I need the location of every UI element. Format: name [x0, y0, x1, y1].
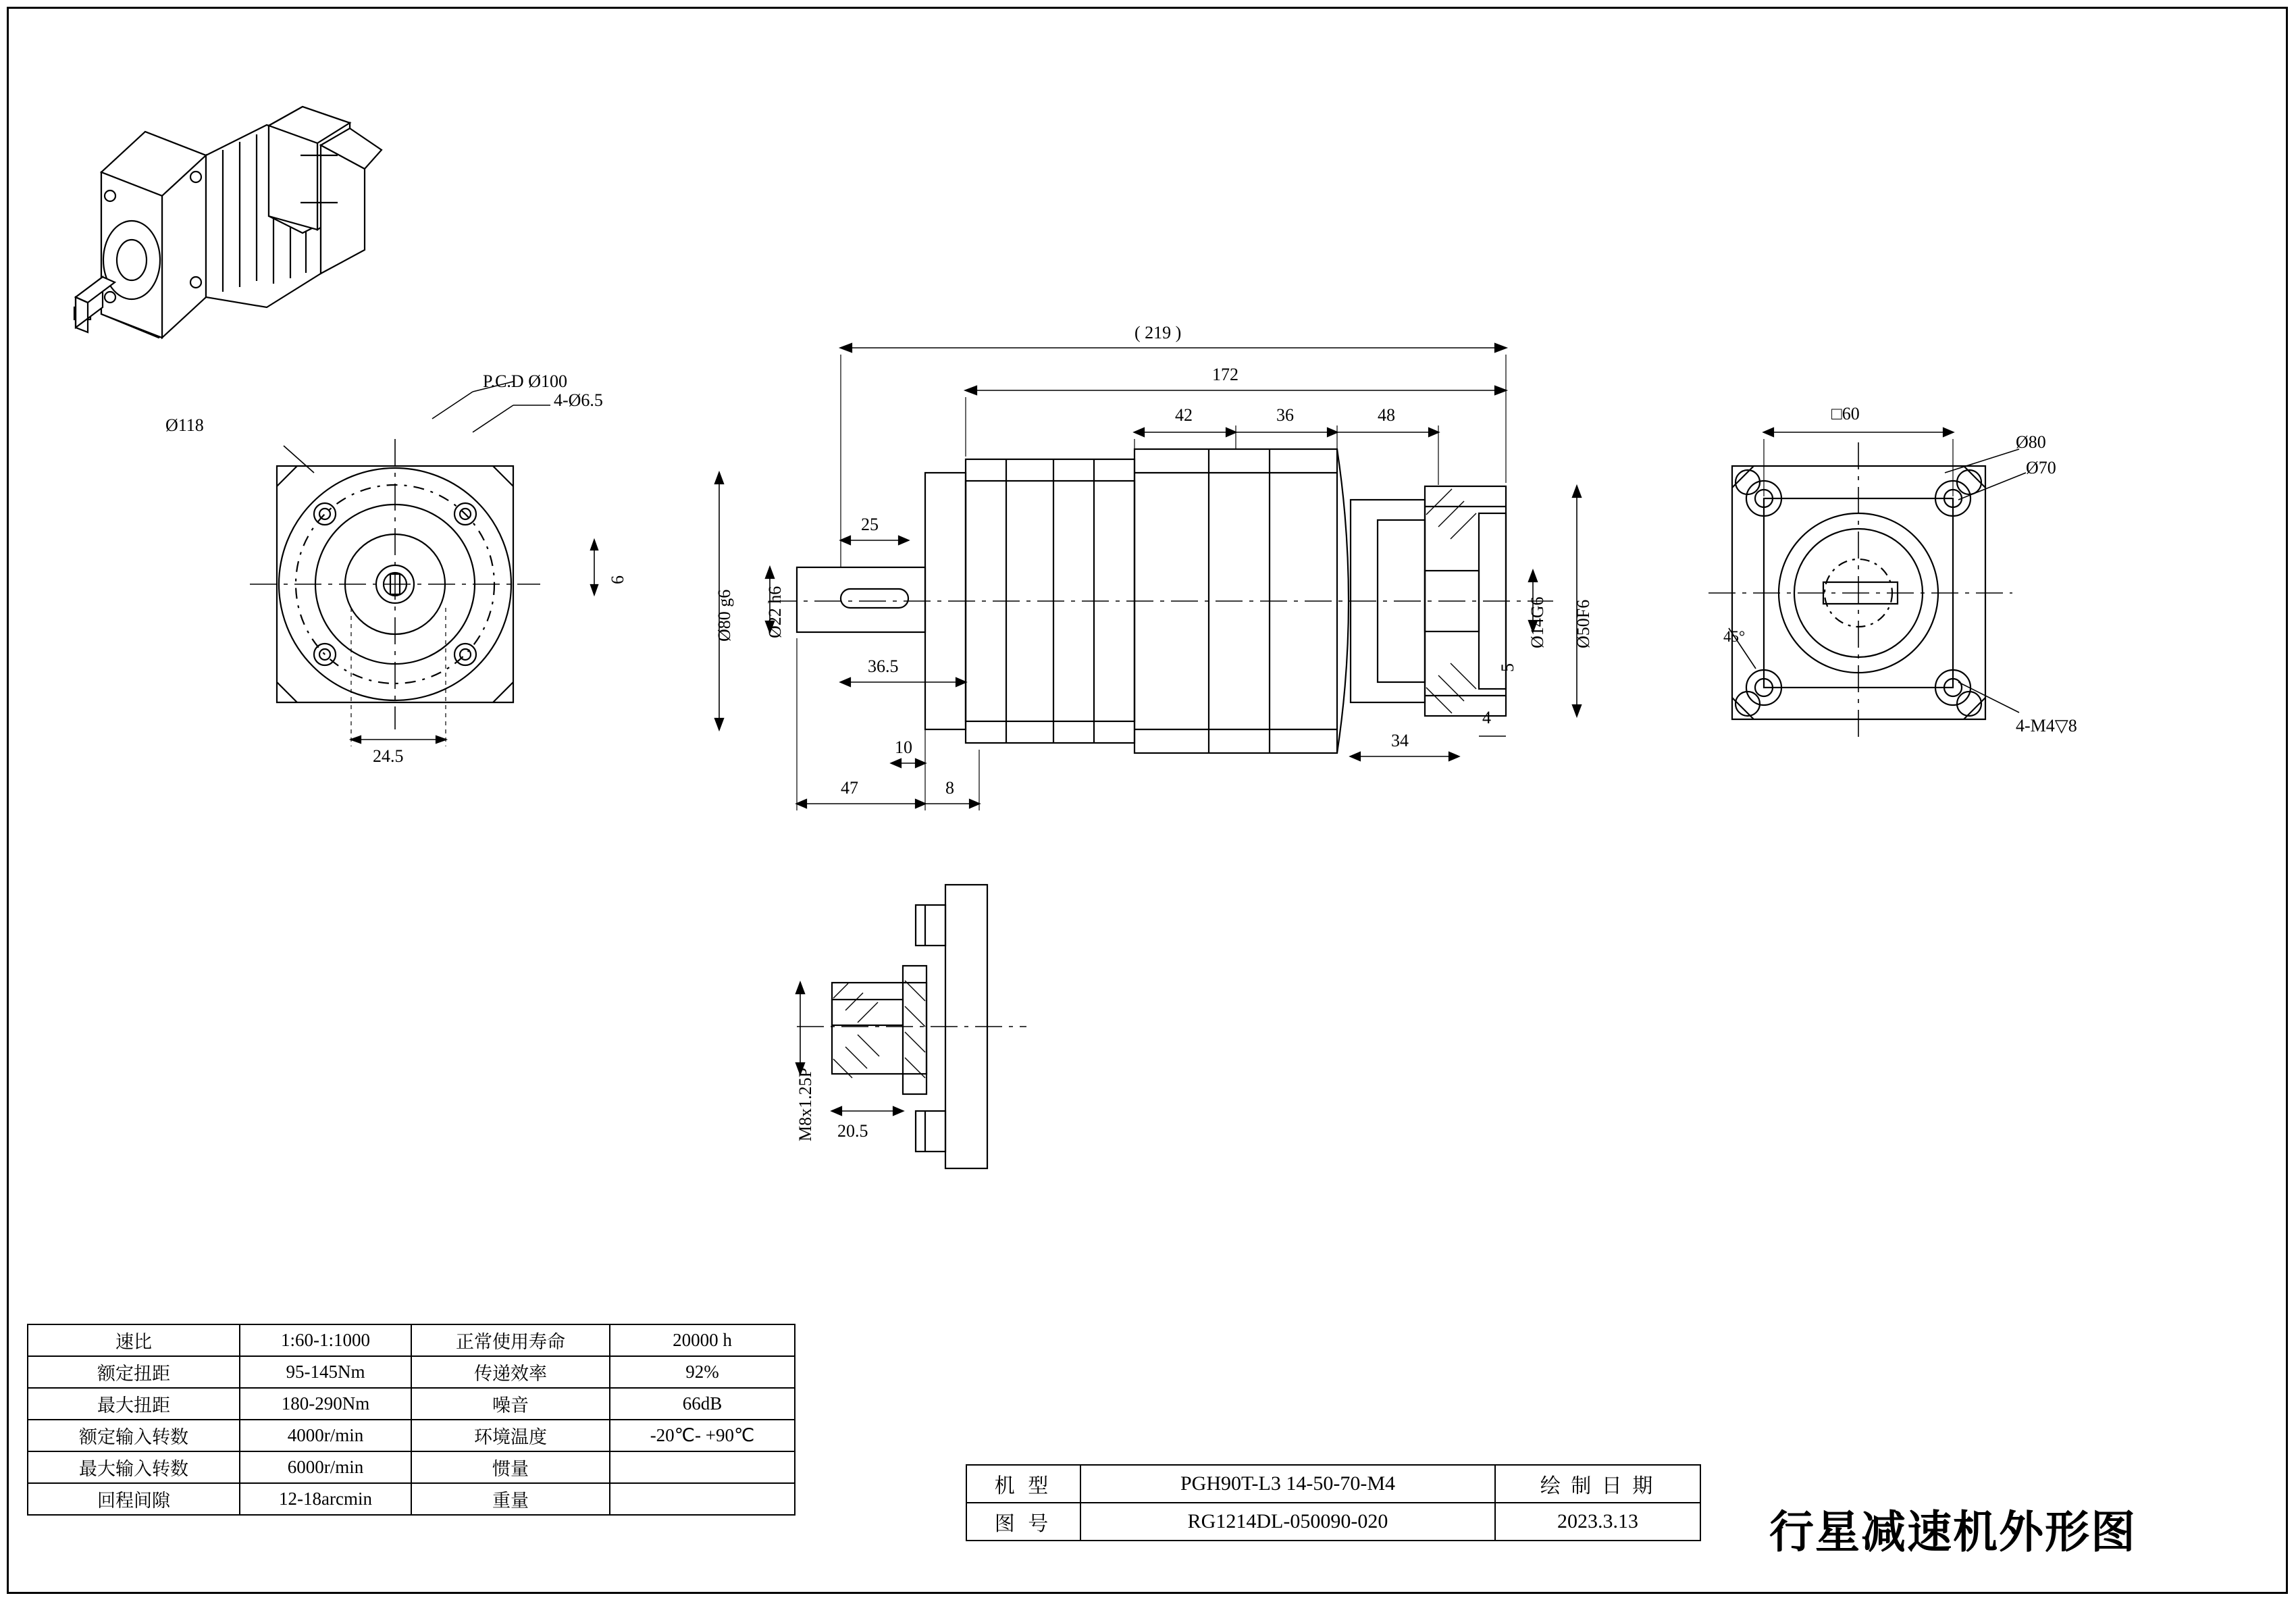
spec-key: 正常使用寿命: [411, 1324, 610, 1356]
detail-view: [796, 885, 1026, 1168]
model-label: 机 型: [966, 1465, 1080, 1503]
table-row: [28, 1451, 795, 1483]
dim-detail-thread: M8x1.25P: [795, 1067, 815, 1141]
table-row: [28, 1324, 795, 1356]
date-value: 2023.3.13: [1495, 1503, 1700, 1541]
spec-value: 20000 h: [610, 1324, 795, 1356]
dim-detail-20-5: 20.5: [837, 1121, 868, 1141]
spec-value: [610, 1483, 795, 1515]
dim-side-172: 172: [1212, 365, 1238, 384]
dim-front-pcd: P.C.D Ø100: [483, 371, 567, 391]
dim-front-key-width: 24.5: [373, 746, 404, 766]
dim-side-8: 8: [945, 778, 954, 798]
spec-key: 最大输入转数: [28, 1451, 240, 1483]
table-row: [966, 1503, 1700, 1541]
dim-side-42: 42: [1175, 405, 1193, 425]
dim-side-4: 4: [1482, 708, 1491, 727]
rear-view: [1708, 428, 2026, 743]
specification-table: [27, 1324, 795, 1516]
dim-rear-square: □60: [1831, 404, 1860, 423]
side-view: [715, 344, 1581, 810]
spec-value: 95-145Nm: [240, 1356, 411, 1388]
dim-side-36: 36: [1276, 405, 1294, 425]
spec-value: 6000r/min: [240, 1451, 411, 1483]
dim-side-47: 47: [841, 778, 858, 798]
table-row: [28, 1483, 795, 1515]
front-view: [250, 382, 598, 746]
spec-key: 速比: [28, 1324, 240, 1356]
iso-view-gearbox: [74, 107, 382, 338]
spec-key: 噪音: [411, 1388, 610, 1420]
dim-side-total: ( 219 ): [1134, 323, 1182, 342]
dim-side-d80: Ø80 g6: [714, 589, 734, 642]
dim-side-48: 48: [1378, 405, 1395, 425]
drawing-no-label: 图 号: [966, 1503, 1080, 1541]
dim-rear-d70: Ø70: [2026, 458, 2056, 477]
dim-rear-angle: 45°: [1723, 628, 1746, 645]
table-row: [28, 1420, 795, 1451]
spec-key: 重量: [411, 1483, 610, 1515]
spec-key: 传递效率: [411, 1356, 610, 1388]
spec-key: 最大扭距: [28, 1388, 240, 1420]
dim-side-34: 34: [1391, 731, 1409, 750]
dim-side-d50: Ø50F6: [1573, 599, 1593, 648]
dim-side-36-5: 36.5: [868, 656, 899, 676]
dim-rear-d80: Ø80: [2016, 432, 2046, 452]
spec-value: 92%: [610, 1356, 795, 1388]
dim-side-10: 10: [895, 738, 912, 757]
model-value: PGH90T-L3 14-50-70-M4: [1080, 1465, 1495, 1503]
table-row: [28, 1388, 795, 1420]
spec-key: 环境温度: [411, 1420, 610, 1451]
table-row: [966, 1465, 1700, 1503]
spec-value: 180-290Nm: [240, 1388, 411, 1420]
dim-side-d14: Ø14G6: [1528, 596, 1547, 648]
spec-key: 回程间隙: [28, 1483, 240, 1515]
spec-key: 惯量: [411, 1451, 610, 1483]
spec-value: 12-18arcmin: [240, 1483, 411, 1515]
spec-value: 1:60-1:1000: [240, 1324, 411, 1356]
spec-value: [610, 1451, 795, 1483]
dim-rear-thread: 4-M4▽8: [2016, 716, 2077, 735]
spec-value: 4000r/min: [240, 1420, 411, 1451]
drawing-no-value: RG1214DL-050090-020: [1080, 1503, 1495, 1541]
dim-side-25: 25: [861, 515, 879, 534]
spec-key: 额定输入转数: [28, 1420, 240, 1451]
date-label: 绘 制 日 期: [1495, 1465, 1700, 1503]
dim-side-5: 5: [1498, 663, 1517, 672]
dim-side-d22: Ø22 h6: [765, 586, 785, 638]
dim-front-key-depth: 6: [608, 575, 627, 584]
spec-value: 66dB: [610, 1388, 795, 1420]
dim-front-holes: 4-Ø6.5: [554, 390, 603, 410]
table-row: [28, 1356, 795, 1388]
spec-value: -20℃- +90℃: [610, 1420, 795, 1451]
drawing-title: 行星减速机外形图: [1769, 1506, 2137, 1558]
title-block: [966, 1464, 1701, 1541]
spec-key: 额定扭距: [28, 1356, 240, 1388]
dim-front-outer-diameter: Ø118: [165, 415, 204, 435]
